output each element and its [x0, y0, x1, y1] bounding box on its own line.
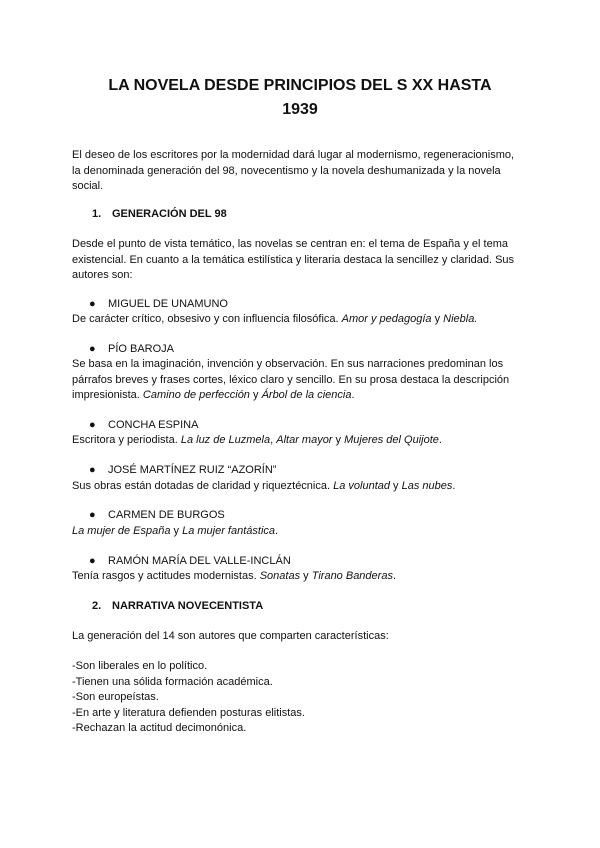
punctuation: . — [438, 434, 442, 446]
author-name: MIGUEL DE UNAMUNO — [108, 298, 228, 310]
section-1-paragraph — [72, 237, 532, 284]
connector: , — [270, 434, 277, 446]
author-name: CARMEN DE BURGOS — [108, 509, 225, 521]
author-name: PÍO BAROJA — [108, 343, 175, 355]
list-item: -Son liberales en lo político. — [72, 660, 208, 672]
work-title: La luz de Luzmela — [180, 434, 271, 446]
punctuation: . — [275, 525, 279, 537]
description-line: párrafos breves y frases cortes, léxico claro y sencillo. En su prosa destaca la descripción — [72, 373, 510, 386]
author-description-azorin — [72, 479, 532, 495]
work-title: Tirano Banderas — [311, 570, 393, 582]
author-description-valle-inclan — [72, 569, 532, 585]
connector: y — [300, 570, 312, 582]
work-title: La voluntad — [333, 480, 390, 492]
work-title: La mujer fantástica — [182, 525, 276, 537]
bullet-icon: ● — [89, 419, 96, 431]
author-name: CONCHA ESPINA — [108, 419, 199, 431]
bullet-icon: ● — [89, 343, 96, 355]
section-number: 1. — [92, 208, 102, 220]
author-description-espina — [72, 433, 532, 449]
intro-paragraph — [72, 148, 532, 195]
author-bullet-espina — [89, 418, 198, 433]
paragraph-line: Desde el punto de vista temático, las novelas se centran en: el tema de España y el tema — [72, 238, 508, 250]
author-bullet-baroja — [89, 342, 174, 357]
punctuation: . — [392, 570, 397, 582]
connector: y — [431, 313, 444, 325]
connector: y — [332, 434, 345, 446]
list-item: -Son europeístas. — [72, 691, 159, 703]
author-bullet-valle-inclan — [89, 554, 291, 569]
description-text: Tenía rasgos y actitudes modernistas. — [72, 570, 260, 582]
connector: y — [390, 480, 402, 492]
bullet-icon: ● — [89, 555, 96, 567]
description-line — [72, 388, 532, 404]
section-2-intro — [72, 629, 532, 645]
paragraph-line: existencial. En cuanto a la temática estilística y literaria destaca la sencillez y claridad. Sus — [72, 253, 515, 266]
punctuation: . — [351, 389, 355, 401]
author-bullet-azorin — [89, 463, 276, 478]
description-text: De carácter crítico, obsesivo y con influencia filosófica. — [72, 313, 342, 325]
list-item: -En arte y literatura defienden posturas elitistas. — [72, 706, 305, 719]
work-title: Altar mayor — [276, 434, 333, 446]
author-description-unamuno — [72, 312, 532, 328]
list-item: -Tienen una sólida formación académica. — [72, 675, 273, 688]
work-title: Sonatas — [259, 570, 301, 582]
paragraph-line: autores son: — [72, 269, 133, 281]
punctuation: . — [452, 480, 456, 492]
work-title: Amor y pedagogía — [341, 313, 432, 325]
bullet-icon: ● — [89, 509, 96, 521]
intro-line: El deseo de los escritores por la modernidad dará lugar al modernismo, regeneracionismo, — [72, 149, 515, 161]
intro-line: social. — [72, 180, 104, 192]
document-title — [40, 74, 560, 122]
author-name: JOSÉ MARTÍNEZ RUIZ “AZORÍN” — [108, 464, 277, 476]
section-title: NARRATIVA NOVECENTISTA — [112, 600, 264, 612]
list-item: -Rechazan la actitud decimonónica. — [72, 722, 247, 734]
description-line: Se basa en la imaginación, invención y observación. En sus narraciones predominan los — [72, 358, 504, 370]
title-line-2: 1939 — [282, 101, 318, 118]
author-description-baroja — [72, 357, 532, 404]
intro-line: la denominada generación del 98, novecentismo y la novela deshumanizada y la novela — [72, 164, 501, 177]
description-text: Escritora y periodista. — [72, 434, 181, 446]
author-bullet-unamuno — [89, 297, 228, 312]
work-title: La mujer de España — [72, 525, 171, 537]
work-title: Niebla. — [443, 313, 478, 325]
work-title: Mujeres del Quijote — [344, 434, 439, 446]
section-2-heading — [92, 599, 263, 614]
description-text: impresionista. — [72, 389, 143, 401]
author-bullet-burgos — [89, 508, 225, 523]
characteristics-list — [72, 659, 532, 737]
bullet-icon: ● — [89, 298, 96, 310]
section-1-heading — [92, 207, 227, 222]
connector: y — [249, 389, 262, 401]
title-line-1: LA NOVELA DESDE PRINCIPIOS DEL S XX HASTA — [108, 77, 492, 94]
description-text: Sus obras están dotadas de claridad y riqueztécnica. — [72, 480, 334, 492]
author-description-burgos — [72, 524, 532, 540]
section-number: 2. — [92, 600, 102, 612]
work-title: Camino de perfección — [142, 389, 250, 401]
connector: y — [170, 525, 183, 537]
bullet-icon: ● — [89, 464, 96, 476]
author-name: RAMÓN MARÍA DEL VALLE-INCLÁN — [108, 555, 291, 567]
work-title: Las nubes — [401, 480, 453, 492]
paragraph-line: La generación del 14 son autores que comparten características: — [72, 630, 389, 642]
work-title: Árbol de la ciencia — [261, 389, 352, 401]
section-title: GENERACIÓN DEL 98 — [112, 208, 227, 220]
